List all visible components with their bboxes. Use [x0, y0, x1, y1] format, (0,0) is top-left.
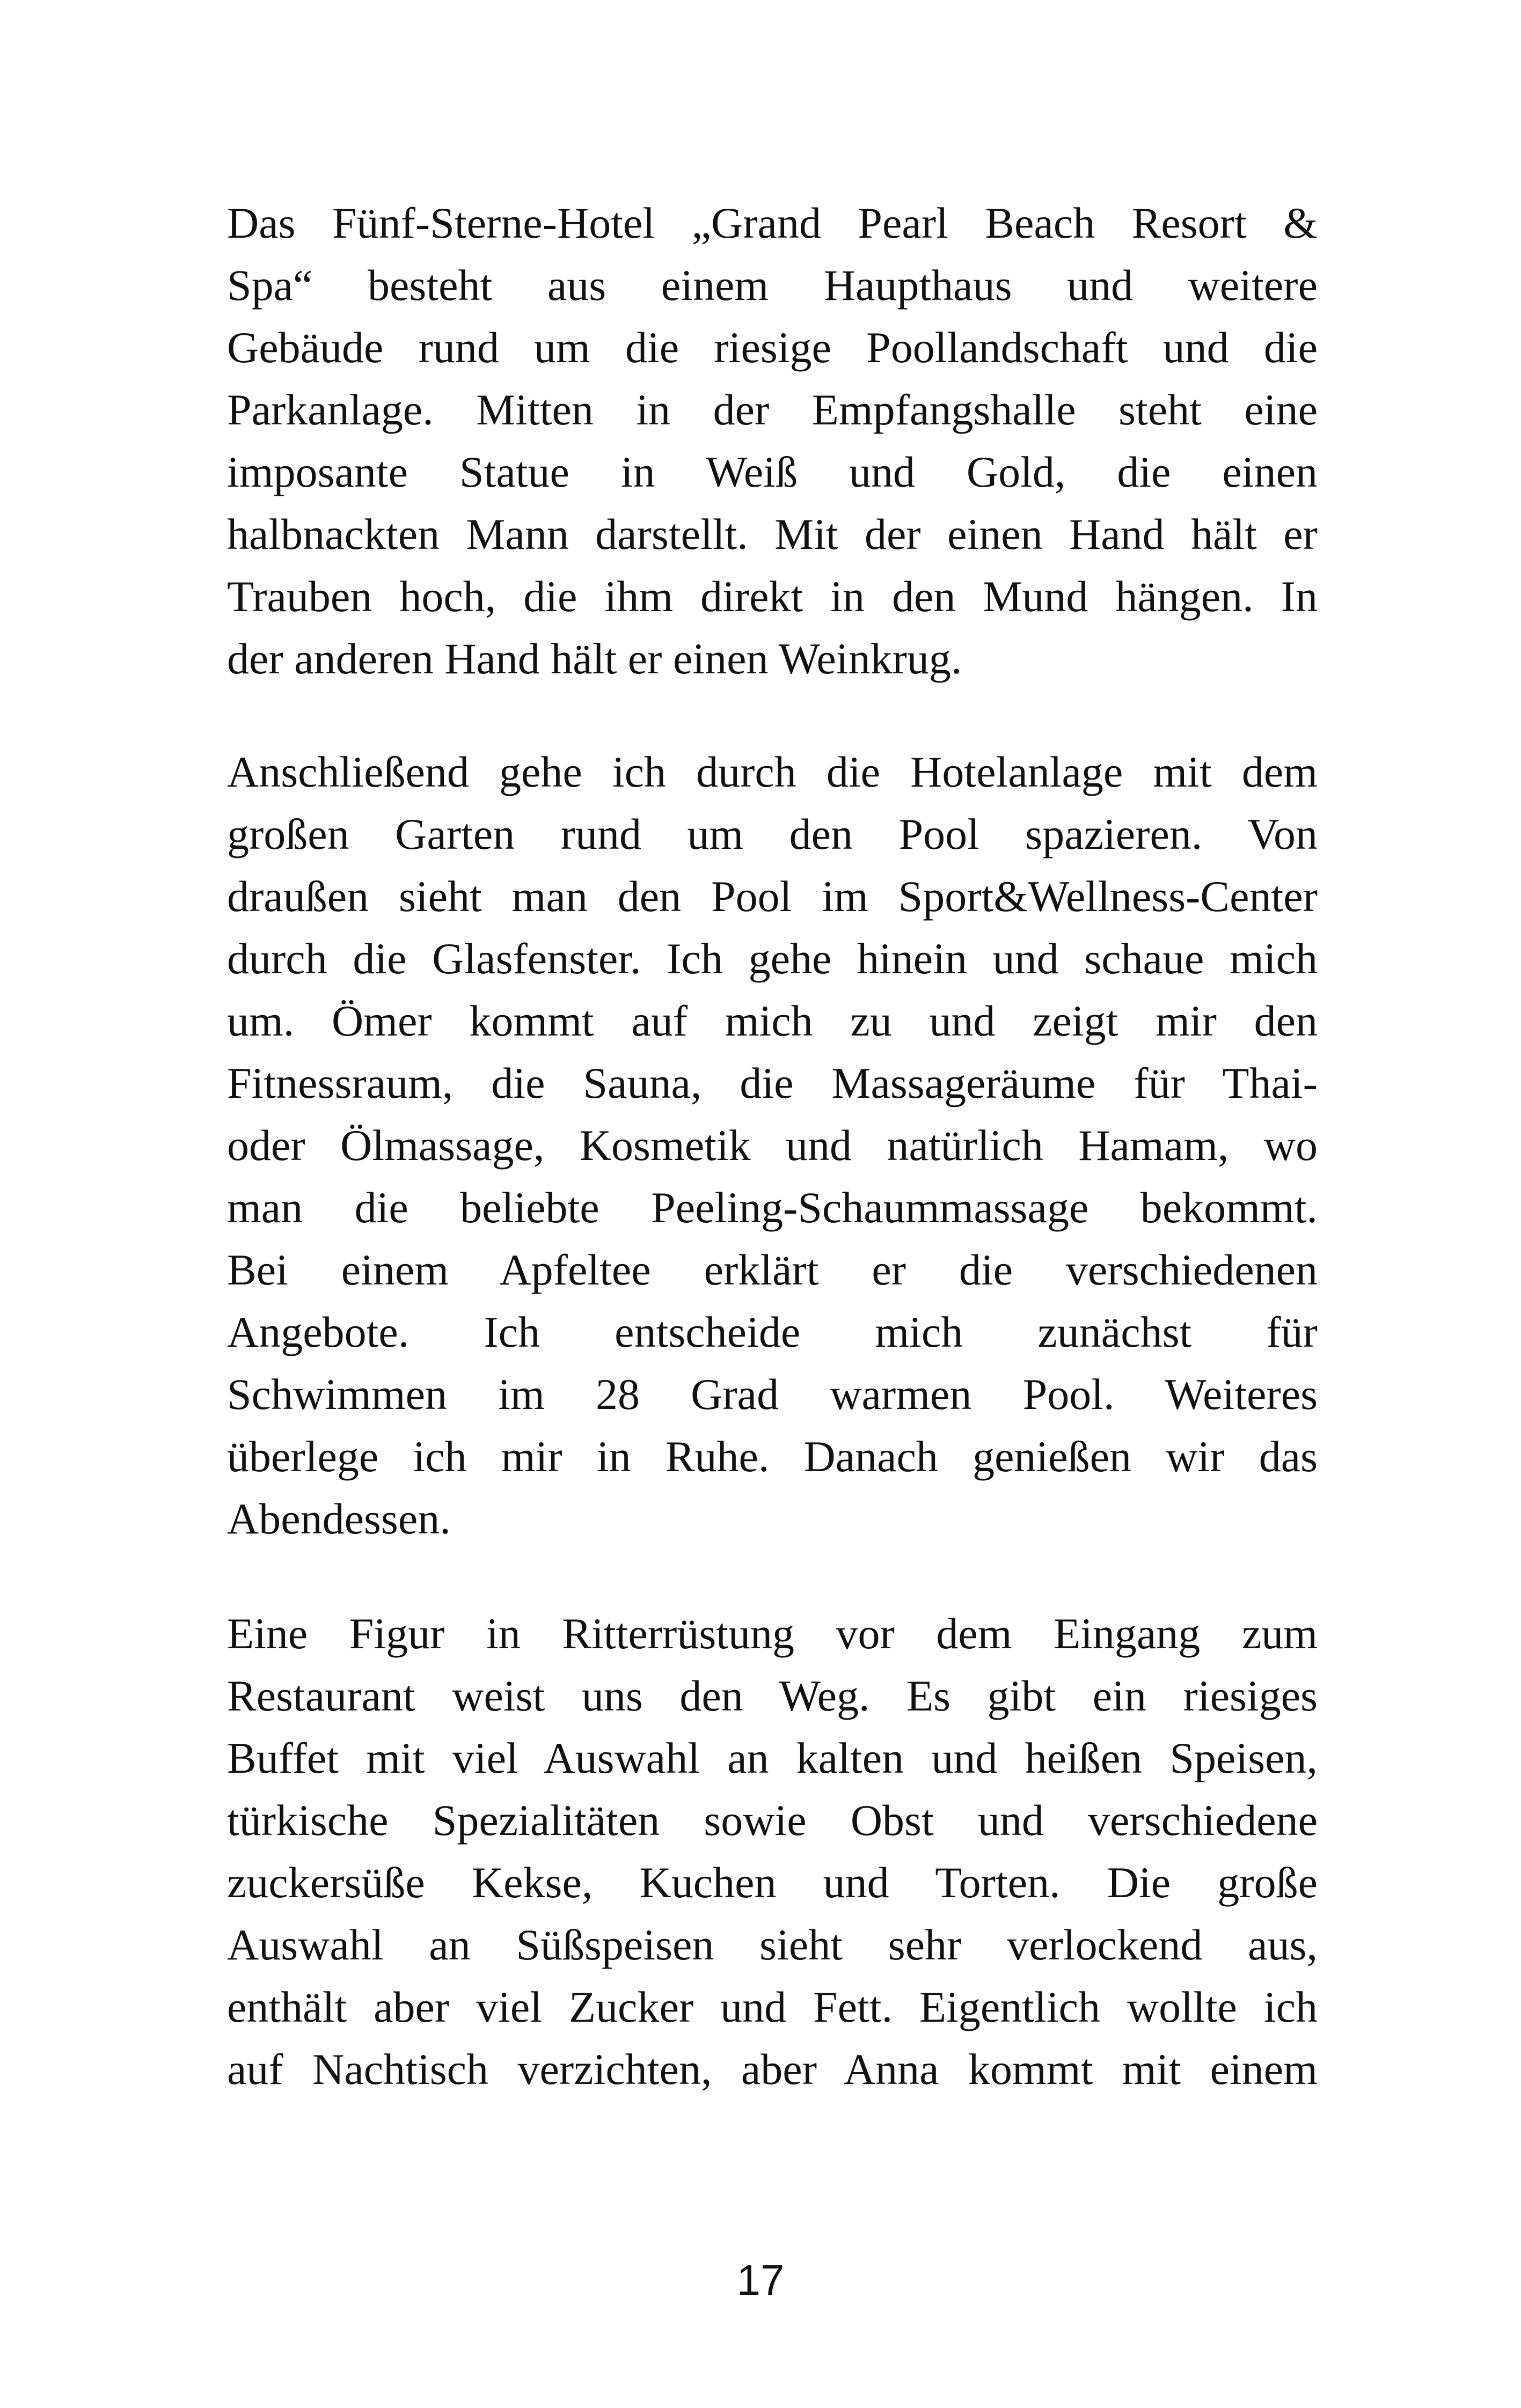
text-line: Bei einem Apfeltee erklärt er die verschiedenen [227, 1245, 1318, 1294]
page-number: 17 [736, 2256, 785, 2304]
paragraph-hotel-description [227, 192, 1318, 690]
text-line: durch die Glasfenster. Ich gehe hinein und schaue mich [227, 934, 1318, 983]
text-line: draußen sieht man den Pool im Sport&Wellness-Center [227, 872, 1318, 921]
text-line: Angebote. Ich entscheide mich zunächst für [227, 1308, 1318, 1356]
paragraph-wellness-center [227, 741, 1318, 1550]
text-line: Spa“ besteht aus einem Haupthaus und weitere [227, 261, 1318, 310]
text-line: enthält aber viel Zucker und Fett. Eigentlich wollte ich [227, 1983, 1318, 2031]
text-line: Restaurant weist uns den Weg. Es gibt ein riesiges [227, 1671, 1318, 1720]
text-line: Trauben hoch, die ihm direkt in den Mund hängen. In [227, 572, 1318, 621]
text-line: Anschließend gehe ich durch die Hotelanlage mit dem [227, 747, 1318, 796]
text-line: großen Garten rund um den Pool spazieren. Von [227, 810, 1318, 858]
text-line: der anderen Hand hält er einen Weinkrug. [227, 634, 962, 683]
text-line: türkische Spezialitäten sowie Obst und verschiedene [227, 1796, 1318, 1845]
text-line: um. Ömer kommt auf mich zu und zeigt mir den [227, 996, 1318, 1045]
paragraph-restaurant-buffet [227, 1603, 1318, 2101]
text-line: Abendessen. [227, 1494, 451, 1543]
text-line: halbnackten Mann darstellt. Mit der einen Hand hält er [227, 510, 1318, 559]
text-line: oder Ölmassage, Kosmetik und natürlich Hamam, wo [227, 1121, 1318, 1170]
text-line: überlege ich mir in Ruhe. Danach genießen wir das [227, 1432, 1318, 1481]
text-line: Das Fünf-Sterne-Hotel „Grand Pearl Beach Resort & [227, 199, 1318, 247]
text-line: Schwimmen im 28 Grad warmen Pool. Weiteres [227, 1370, 1318, 1419]
text-line: Auswahl an Süßspeisen sieht sehr verlockend aus, [227, 1920, 1318, 1969]
text-line: auf Nachtisch verzichten, aber Anna kommt mit einem [227, 2045, 1318, 2094]
text-line: Fitnessraum, die Sauna, die Massageräume für Thai- [227, 1059, 1318, 1107]
text-line: Gebäude rund um die riesige Poollandschaft und die [227, 323, 1318, 372]
text-line: imposante Statue in Weiß und Gold, die einen [227, 447, 1318, 496]
text-line: Buffet mit viel Auswahl an kalten und heißen Speisen, [227, 1734, 1318, 1782]
text-line: zuckersüße Kekse, Kuchen und Torten. Die große [227, 1858, 1318, 1907]
text-line: Parkanlage. Mitten in der Empfangshalle steht eine [227, 385, 1318, 434]
text-line: man die beliebte Peeling-Schaummassage bekommt. [227, 1183, 1318, 1232]
text-line: Eine Figur in Ritterrüstung vor dem Eingang zum [227, 1609, 1318, 1658]
